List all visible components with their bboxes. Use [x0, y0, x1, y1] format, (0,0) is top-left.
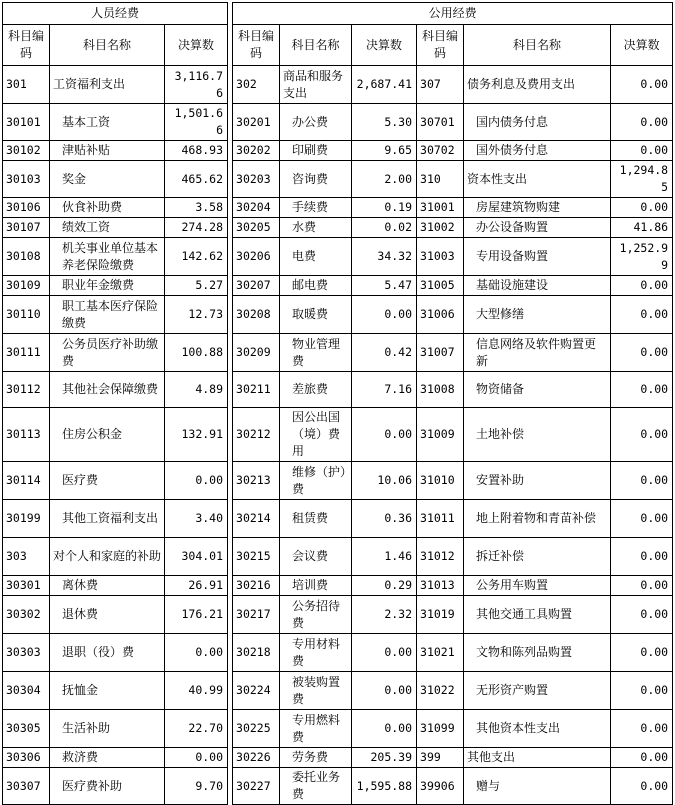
table-row [3, 538, 673, 576]
item-amount: 2.32 [352, 596, 417, 634]
expenditure-table [2, 2, 673, 805]
item-amount: 304.01 [165, 538, 228, 576]
item-name: 救济费 [50, 748, 165, 768]
item-name: 生活补助 [50, 710, 165, 748]
item-amount: 0.00 [352, 634, 417, 672]
item-amount: 26.91 [165, 576, 228, 596]
item-amount: 0.00 [611, 634, 673, 672]
item-name: 差旅费 [280, 372, 352, 408]
item-amount: 0.00 [352, 672, 417, 710]
item-name: 其他工资福利支出 [50, 500, 165, 538]
table-row [3, 296, 673, 334]
item-code: 30218 [233, 634, 280, 672]
table-row [3, 748, 673, 768]
table-row [3, 218, 673, 238]
item-code: 310 [417, 161, 464, 198]
item-code: 31008 [417, 372, 464, 408]
item-code: 30102 [3, 141, 50, 161]
item-code: 30201 [233, 104, 280, 141]
item-code: 30202 [233, 141, 280, 161]
table-row [3, 710, 673, 748]
item-amount: 34.32 [352, 238, 417, 276]
item-amount: 100.88 [165, 334, 228, 372]
item-name: 资本性支出 [464, 161, 611, 198]
item-code: 30204 [233, 198, 280, 218]
item-code: 30199 [3, 500, 50, 538]
item-code: 31019 [417, 596, 464, 634]
item-name: 基础设施建设 [464, 276, 611, 296]
item-name: 医疗费 [50, 462, 165, 500]
item-name: 取暖费 [280, 296, 352, 334]
item-amount: 0.00 [611, 198, 673, 218]
item-name: 专用设备购置 [464, 238, 611, 276]
table-row [3, 634, 673, 672]
item-amount: 9.65 [352, 141, 417, 161]
item-amount: 0.42 [352, 334, 417, 372]
item-name: 公务招待费 [280, 596, 352, 634]
item-name: 其他交通工具购置 [464, 596, 611, 634]
table-row [3, 768, 673, 805]
item-amount: 9.70 [165, 768, 228, 805]
item-code: 30109 [3, 276, 50, 296]
item-code: 30211 [233, 372, 280, 408]
name-header: 科目名称 [50, 25, 165, 66]
item-name: 公务用车购置 [464, 576, 611, 596]
item-code: 30107 [3, 218, 50, 238]
table-row [3, 672, 673, 710]
item-code: 30206 [233, 238, 280, 276]
personnel-group-header: 人员经费 [3, 3, 228, 25]
amount-header: 决算数 [611, 25, 673, 66]
item-code: 31009 [417, 408, 464, 462]
item-amount: 0.00 [352, 296, 417, 334]
table-row [3, 238, 673, 276]
item-amount: 0.00 [165, 748, 228, 768]
item-amount: 1.46 [352, 538, 417, 576]
item-code: 30702 [417, 141, 464, 161]
item-name: 住房公积金 [50, 408, 165, 462]
table-row [3, 408, 673, 462]
item-name: 国外债务付息 [464, 141, 611, 161]
item-name: 津贴补贴 [50, 141, 165, 161]
item-code: 30110 [3, 296, 50, 334]
item-name: 手续费 [280, 198, 352, 218]
item-name: 咨询费 [280, 161, 352, 198]
item-code: 31099 [417, 710, 464, 748]
item-name: 债务利息及费用支出 [464, 66, 611, 104]
item-name: 物业管理费 [280, 334, 352, 372]
item-name: 租赁费 [280, 500, 352, 538]
code-header: 科目编码 [233, 25, 280, 66]
item-code: 30207 [233, 276, 280, 296]
item-amount: 0.00 [611, 141, 673, 161]
item-name: 土地补偿 [464, 408, 611, 462]
item-amount: 7.16 [352, 372, 417, 408]
item-amount: 0.00 [611, 710, 673, 748]
table-row [3, 161, 673, 198]
item-code: 30212 [233, 408, 280, 462]
item-name: 房屋建筑物购建 [464, 198, 611, 218]
item-code: 30225 [233, 710, 280, 748]
item-amount: 3.58 [165, 198, 228, 218]
item-code: 30227 [233, 768, 280, 805]
item-code: 31021 [417, 634, 464, 672]
table-row [3, 276, 673, 296]
item-name: 委托业务费 [280, 768, 352, 805]
item-amount: 0.00 [611, 538, 673, 576]
item-code: 31003 [417, 238, 464, 276]
item-name: 国内债务付息 [464, 104, 611, 141]
item-name: 其他社会保障缴费 [50, 372, 165, 408]
item-amount: 0.00 [611, 462, 673, 500]
table-row [3, 576, 673, 596]
item-code: 301 [3, 66, 50, 104]
item-name: 专用材料费 [280, 634, 352, 672]
item-amount: 0.00 [611, 768, 673, 805]
public-group-header: 公用经费 [233, 3, 673, 25]
item-amount: 274.28 [165, 218, 228, 238]
item-amount: 5.47 [352, 276, 417, 296]
item-amount: 0.00 [611, 576, 673, 596]
item-code: 30112 [3, 372, 50, 408]
item-amount: 5.27 [165, 276, 228, 296]
item-code: 30226 [233, 748, 280, 768]
item-name: 劳务费 [280, 748, 352, 768]
item-code: 30224 [233, 672, 280, 710]
item-name: 商品和服务支出 [280, 66, 352, 104]
item-code: 30209 [233, 334, 280, 372]
item-name: 办公设备购置 [464, 218, 611, 238]
item-amount: 1,294.85 [611, 161, 673, 198]
item-name: 奖金 [50, 161, 165, 198]
item-name: 维修（护）费 [280, 462, 352, 500]
item-name: 无形资产购置 [464, 672, 611, 710]
item-code: 30217 [233, 596, 280, 634]
name-header: 科目名称 [280, 25, 352, 66]
item-amount: 465.62 [165, 161, 228, 198]
item-code: 30113 [3, 408, 50, 462]
item-code: 31013 [417, 576, 464, 596]
item-name: 医疗费补助 [50, 768, 165, 805]
item-name: 机关事业单位基本养老保险缴费 [50, 238, 165, 276]
item-name: 印刷费 [280, 141, 352, 161]
item-code: 30307 [3, 768, 50, 805]
item-code: 30208 [233, 296, 280, 334]
item-amount: 0.00 [611, 500, 673, 538]
amount-header: 决算数 [352, 25, 417, 66]
item-amount: 4.89 [165, 372, 228, 408]
item-code: 30203 [233, 161, 280, 198]
item-amount: 0.00 [611, 372, 673, 408]
item-amount: 12.73 [165, 296, 228, 334]
item-name: 公务员医疗补助缴费 [50, 334, 165, 372]
item-amount: 468.93 [165, 141, 228, 161]
item-amount: 0.00 [611, 296, 673, 334]
table-row [3, 500, 673, 538]
item-code: 31012 [417, 538, 464, 576]
amount-header: 决算数 [165, 25, 228, 66]
item-name: 抚恤金 [50, 672, 165, 710]
item-amount: 1,252.99 [611, 238, 673, 276]
item-name: 退休费 [50, 596, 165, 634]
item-code: 31022 [417, 672, 464, 710]
table-row [3, 372, 673, 408]
table-row [3, 198, 673, 218]
table-row [3, 104, 673, 141]
item-name: 电费 [280, 238, 352, 276]
item-amount: 0.00 [611, 276, 673, 296]
code-header: 科目编码 [417, 25, 464, 66]
item-amount: 0.00 [611, 596, 673, 634]
item-code: 31005 [417, 276, 464, 296]
item-name: 大型修缮 [464, 296, 611, 334]
item-amount: 0.02 [352, 218, 417, 238]
item-name: 会议费 [280, 538, 352, 576]
item-amount: 1,595.88 [352, 768, 417, 805]
item-amount: 0.19 [352, 198, 417, 218]
item-amount: 5.30 [352, 104, 417, 141]
item-code: 303 [3, 538, 50, 576]
item-code: 30303 [3, 634, 50, 672]
item-name: 对个人和家庭的补助 [50, 538, 165, 576]
item-amount: 41.86 [611, 218, 673, 238]
item-code: 39906 [417, 768, 464, 805]
item-code: 30101 [3, 104, 50, 141]
item-name: 伙食补助费 [50, 198, 165, 218]
item-amount: 0.00 [165, 462, 228, 500]
item-amount: 142.62 [165, 238, 228, 276]
item-code: 30205 [233, 218, 280, 238]
item-amount: 0.00 [611, 672, 673, 710]
name-header: 科目名称 [464, 25, 611, 66]
item-code: 30301 [3, 576, 50, 596]
item-name: 水费 [280, 218, 352, 238]
item-amount: 176.21 [165, 596, 228, 634]
item-amount: 0.36 [352, 500, 417, 538]
item-name: 物资储备 [464, 372, 611, 408]
item-name: 其他资本性支出 [464, 710, 611, 748]
item-amount: 0.29 [352, 576, 417, 596]
item-name: 培训费 [280, 576, 352, 596]
item-amount: 0.00 [611, 408, 673, 462]
item-amount: 132.91 [165, 408, 228, 462]
table-row [3, 334, 673, 372]
item-name: 绩效工资 [50, 218, 165, 238]
item-name: 工资福利支出 [50, 66, 165, 104]
item-amount: 1,501.66 [165, 104, 228, 141]
item-name: 邮电费 [280, 276, 352, 296]
item-amount: 0.00 [611, 104, 673, 141]
item-amount: 0.00 [352, 408, 417, 462]
item-code: 31010 [417, 462, 464, 500]
item-name: 职业年金缴费 [50, 276, 165, 296]
item-name: 地上附着物和青苗补偿 [464, 500, 611, 538]
item-amount: 3.40 [165, 500, 228, 538]
item-amount: 3,116.76 [165, 66, 228, 104]
item-amount: 2.00 [352, 161, 417, 198]
item-name: 其他支出 [464, 748, 611, 768]
item-amount: 22.70 [165, 710, 228, 748]
item-name: 离休费 [50, 576, 165, 596]
item-amount: 0.00 [165, 634, 228, 672]
item-code: 31006 [417, 296, 464, 334]
item-code: 30108 [3, 238, 50, 276]
table-row [3, 462, 673, 500]
item-name: 职工基本医疗保险缴费 [50, 296, 165, 334]
item-name: 拆迁补偿 [464, 538, 611, 576]
table-row [3, 141, 673, 161]
item-name: 被装购置费 [280, 672, 352, 710]
item-name: 退职（役）费 [50, 634, 165, 672]
item-name: 因公出国（境）费用 [280, 408, 352, 462]
item-name: 信息网络及软件购置更新 [464, 334, 611, 372]
item-amount: 0.00 [352, 710, 417, 748]
item-code: 30114 [3, 462, 50, 500]
item-code: 307 [417, 66, 464, 104]
item-code: 30111 [3, 334, 50, 372]
table-row [3, 66, 673, 104]
item-code: 30306 [3, 748, 50, 768]
item-name: 文物和陈列品购置 [464, 634, 611, 672]
item-amount: 0.00 [611, 334, 673, 372]
item-name: 赠与 [464, 768, 611, 805]
item-name: 专用燃料费 [280, 710, 352, 748]
item-amount: 2,687.41 [352, 66, 417, 104]
item-amount: 10.06 [352, 462, 417, 500]
table-row [3, 596, 673, 634]
item-code: 30701 [417, 104, 464, 141]
item-code: 30302 [3, 596, 50, 634]
item-code: 30216 [233, 576, 280, 596]
code-header: 科目编码 [3, 25, 50, 66]
item-code: 302 [233, 66, 280, 104]
item-code: 30304 [3, 672, 50, 710]
item-name: 安置补助 [464, 462, 611, 500]
item-code: 30106 [3, 198, 50, 218]
item-amount: 205.39 [352, 748, 417, 768]
item-code: 31001 [417, 198, 464, 218]
item-amount: 40.99 [165, 672, 228, 710]
item-code: 31007 [417, 334, 464, 372]
item-code: 30103 [3, 161, 50, 198]
item-amount: 0.00 [611, 748, 673, 768]
item-name: 基本工资 [50, 104, 165, 141]
item-amount: 0.00 [611, 66, 673, 104]
item-code: 30214 [233, 500, 280, 538]
item-name: 办公费 [280, 104, 352, 141]
item-code: 30305 [3, 710, 50, 748]
item-code: 399 [417, 748, 464, 768]
item-code: 30215 [233, 538, 280, 576]
item-code: 31002 [417, 218, 464, 238]
item-code: 30213 [233, 462, 280, 500]
item-code: 31011 [417, 500, 464, 538]
